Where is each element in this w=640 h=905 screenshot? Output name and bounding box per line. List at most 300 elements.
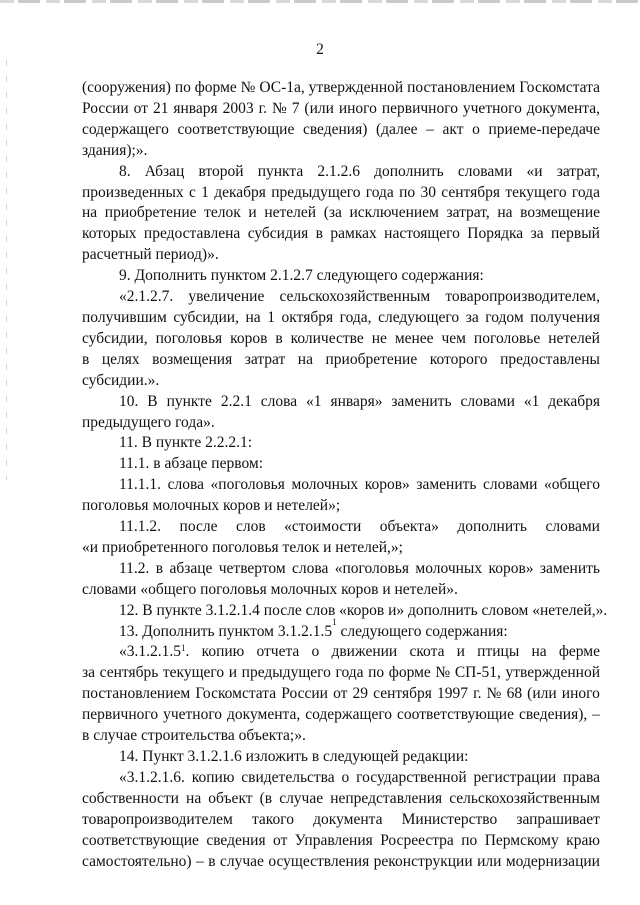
word — [298, 350, 313, 371]
text-run: 13. Дополнить пунктом 3.1.2.1.5 — [119, 622, 333, 640]
text-run: после — [179, 518, 218, 536]
word — [488, 559, 533, 580]
word — [82, 810, 233, 831]
word — [279, 789, 323, 810]
text-line — [82, 78, 600, 99]
text-run: сентябрь — [99, 664, 159, 682]
text-run: г. — [258, 99, 268, 117]
word — [102, 350, 140, 371]
text-run: документа, — [526, 99, 600, 117]
text-line — [82, 308, 600, 329]
text-run: России — [82, 99, 129, 117]
text-run: объекта» — [379, 518, 439, 536]
word — [520, 203, 600, 224]
word — [82, 203, 97, 224]
word — [333, 684, 347, 705]
word — [295, 831, 373, 852]
text-run: (за — [323, 204, 342, 222]
word — [208, 789, 252, 810]
word — [192, 768, 235, 789]
word — [463, 99, 522, 120]
text-line — [82, 601, 608, 622]
text-run: коров» — [488, 559, 534, 577]
word — [376, 120, 418, 141]
text-run: молочных — [415, 559, 483, 577]
word — [202, 642, 245, 663]
superscript: 1 — [332, 616, 337, 627]
text-run: Порядка — [467, 225, 524, 243]
word — [82, 329, 148, 350]
text-run: (или — [527, 685, 557, 703]
text-run: объект — [208, 789, 253, 807]
text-line — [82, 203, 600, 224]
word — [507, 684, 523, 705]
text-run: утвержденной — [308, 79, 404, 96]
word — [196, 852, 204, 873]
word — [220, 852, 264, 873]
scan-edge-top — [0, 0, 640, 3]
text-run: свидетельства — [241, 768, 335, 786]
word — [474, 329, 540, 350]
text-run: Госкомстата — [519, 79, 600, 96]
word — [416, 475, 476, 496]
word — [441, 183, 500, 204]
text-run: В — [147, 392, 158, 410]
text-run: года — [571, 183, 600, 201]
word — [461, 831, 477, 852]
text-line — [82, 642, 600, 663]
word — [548, 392, 600, 413]
text-run: заменить — [391, 392, 452, 410]
text-run: 1997 — [436, 685, 468, 703]
word — [335, 663, 363, 684]
word — [488, 120, 600, 141]
text-run: сентября — [373, 685, 432, 703]
word — [258, 162, 304, 183]
text-run: субсидия — [247, 225, 309, 243]
text-run: «3.1.2.1.5 — [119, 643, 181, 661]
text-run: скота — [409, 643, 445, 661]
word — [82, 538, 403, 559]
text-line — [82, 120, 600, 141]
word — [527, 99, 600, 120]
word — [291, 329, 364, 350]
word — [245, 350, 286, 371]
word — [442, 329, 466, 350]
text-run: № — [240, 79, 256, 96]
text-run: России — [281, 685, 328, 703]
text-run: о — [472, 120, 480, 138]
text-run: пункте — [166, 392, 212, 410]
text-run: сведения) — [302, 120, 368, 138]
word — [505, 183, 566, 204]
word — [152, 350, 232, 371]
text-run: г. — [473, 685, 482, 703]
word — [82, 350, 89, 371]
text-run: постановлением — [407, 79, 516, 96]
text-run: самостоятельно) — [82, 852, 192, 870]
text-run: целях — [101, 350, 140, 368]
word — [330, 224, 376, 245]
text-line — [82, 538, 600, 559]
text-run: текущего — [505, 183, 567, 201]
word — [545, 517, 599, 538]
text-run: «1 — [306, 392, 322, 410]
text-run: настоящего — [384, 225, 460, 243]
word — [82, 120, 169, 141]
text-run: дополнить — [457, 518, 527, 536]
text-run: и — [228, 664, 238, 682]
word — [227, 705, 300, 726]
text-run: «2.1.2.7. — [119, 288, 174, 306]
text-run: «и приобретенного поголовья телок и нетелей,»; — [82, 538, 403, 556]
scan-edge-left — [6, 60, 7, 480]
text-run: – — [196, 852, 204, 870]
word — [340, 308, 372, 329]
word — [519, 78, 600, 99]
text-run: приобретение — [104, 204, 197, 222]
word — [407, 78, 515, 99]
text-run: слов — [235, 518, 266, 536]
word — [153, 99, 169, 120]
word — [374, 162, 444, 183]
word — [282, 308, 334, 329]
word — [229, 663, 237, 684]
word — [506, 663, 601, 684]
word — [119, 454, 263, 475]
word — [119, 392, 138, 413]
text-run: форме — [388, 664, 431, 682]
word — [305, 705, 392, 726]
text-run: словами — [460, 392, 515, 410]
word — [82, 496, 340, 517]
word — [208, 852, 215, 873]
word — [524, 392, 540, 413]
text-run: иного — [561, 685, 600, 703]
text-run: «стоимости — [284, 518, 362, 536]
text-line — [82, 831, 600, 852]
word — [273, 831, 287, 852]
word — [304, 99, 334, 120]
word — [487, 684, 502, 705]
word — [563, 768, 600, 789]
text-run: 11. В пункте 2.2.2.1: — [119, 434, 253, 452]
text-run: государственной — [356, 768, 467, 786]
word — [292, 559, 328, 580]
text-run: января — [173, 99, 218, 117]
text-line — [82, 245, 600, 266]
word — [119, 517, 161, 538]
word — [82, 245, 219, 266]
text-line — [82, 684, 600, 705]
word — [275, 329, 282, 350]
text-run: коров» — [364, 476, 410, 494]
text-line — [82, 616, 600, 643]
text-run: на — [82, 204, 98, 222]
text-line — [82, 810, 600, 831]
text-run: 11.1. в абзаце первом: — [119, 455, 264, 473]
word — [402, 810, 498, 831]
text-run: Пермскому — [484, 831, 559, 849]
text-line — [82, 99, 600, 120]
word — [378, 308, 459, 329]
text-run: заменить — [539, 559, 600, 577]
text-run: исключением — [349, 204, 439, 222]
word — [339, 99, 377, 120]
text-run: № — [486, 685, 502, 703]
word — [261, 392, 297, 413]
word — [342, 768, 350, 789]
word — [167, 392, 212, 413]
word — [119, 266, 484, 287]
text-run: заменить — [416, 476, 477, 494]
text-run: первичного — [82, 706, 159, 724]
word — [409, 642, 444, 663]
superscript: 1 — [181, 643, 186, 654]
word — [474, 768, 557, 789]
text-run: . — [185, 643, 190, 661]
text-run: форме — [194, 79, 237, 96]
text-run: 1 — [267, 308, 275, 326]
text-run: следующего — [378, 308, 460, 326]
word — [163, 705, 222, 726]
word — [82, 852, 192, 873]
word — [292, 99, 300, 120]
text-run: 9. Дополнить пунктом 2.1.2.7 следующего содержания: — [119, 267, 484, 285]
word — [592, 705, 600, 726]
text-run: 2.2.1 — [220, 392, 252, 410]
text-line — [82, 371, 600, 392]
text-run: субсидии, — [173, 308, 239, 326]
text-run: предоставлена — [143, 225, 241, 243]
text-run: (в — [259, 789, 273, 807]
word — [291, 475, 358, 496]
text-run: приобретение — [325, 350, 418, 368]
word — [316, 224, 323, 245]
text-run: 2003 — [222, 99, 254, 117]
text-run: поголовья — [155, 329, 223, 347]
word — [144, 224, 240, 245]
text-run: предыдущего — [241, 664, 331, 682]
text-run: движении — [331, 643, 398, 661]
word — [281, 684, 328, 705]
text-run: затрат, — [446, 204, 490, 222]
text-run: птицы — [477, 643, 520, 661]
text-run: года, — [339, 308, 372, 326]
text-run: «поголовья — [210, 476, 285, 494]
word — [268, 852, 369, 873]
text-run: Госкомстата — [195, 685, 277, 703]
text-run: 7 — [291, 99, 300, 117]
text-run: № — [271, 99, 287, 117]
text-run: телок — [204, 204, 241, 222]
word — [313, 810, 382, 831]
word — [147, 392, 157, 413]
text-run: о — [341, 768, 350, 786]
page-number: 2 — [316, 41, 324, 58]
word — [527, 162, 543, 183]
text-run: года — [335, 664, 364, 682]
text-run: четвертом — [218, 559, 286, 577]
word — [473, 684, 481, 705]
text-run: сведения), — [518, 706, 588, 724]
text-run: менее — [394, 329, 434, 347]
word — [119, 601, 607, 622]
word — [82, 141, 147, 162]
text-run: копию — [201, 643, 245, 661]
word — [189, 183, 196, 204]
text-run: акт — [442, 120, 464, 138]
text-run: от — [133, 99, 148, 117]
text-run: реконструкции — [373, 852, 473, 870]
text-run: на — [245, 308, 261, 326]
text-run: (сооружения) — [82, 79, 171, 96]
text-run: пункта — [257, 162, 304, 180]
text-run: 11.1.1. — [119, 476, 162, 494]
word — [242, 663, 331, 684]
text-run: учетного — [163, 706, 223, 724]
text-run: сельскохозяйственным — [279, 288, 431, 306]
text-run: получившим — [82, 308, 167, 326]
text-run: товаропроизводителем — [82, 810, 233, 828]
text-run: года — [365, 183, 394, 201]
word — [497, 203, 512, 224]
word — [374, 852, 473, 873]
text-run: 21 — [152, 99, 169, 117]
text-run: документа — [313, 810, 383, 828]
text-run: здания);». — [82, 141, 148, 159]
text-run: расчетный период)». — [82, 246, 219, 264]
text-run: в случае строительства объекта;». — [82, 727, 306, 745]
word — [477, 642, 519, 663]
text-run: получения — [530, 308, 600, 326]
word — [562, 684, 600, 705]
text-run: сельскохозяйственным — [449, 789, 600, 807]
text-run: по — [399, 183, 416, 201]
text-line — [82, 852, 600, 873]
word — [223, 99, 254, 120]
text-line — [82, 726, 600, 747]
text-run: первичного — [381, 99, 458, 117]
text-run: 1 — [201, 183, 209, 201]
text-run: октября — [281, 308, 334, 326]
text-line — [82, 162, 600, 183]
word — [443, 120, 464, 141]
text-run: словами — [457, 162, 513, 180]
word — [236, 517, 266, 538]
text-run: соответствующие — [177, 120, 295, 138]
word — [211, 475, 285, 496]
word — [389, 663, 431, 684]
word — [466, 308, 479, 329]
text-run: содержащего — [305, 706, 393, 724]
text-run: копию — [191, 768, 235, 786]
word — [460, 392, 514, 413]
word — [455, 663, 501, 684]
word — [260, 789, 272, 810]
text-run: приеме-передаче — [488, 120, 600, 138]
word — [221, 392, 252, 413]
text-run: (далее — [376, 120, 418, 138]
text-run: такого — [251, 810, 295, 828]
text-run: утвержденной — [505, 664, 600, 682]
word — [100, 663, 159, 684]
word — [145, 162, 185, 183]
word — [119, 475, 161, 496]
word — [177, 120, 294, 141]
word — [259, 78, 304, 99]
word — [449, 789, 600, 810]
word — [82, 726, 306, 747]
word — [219, 559, 286, 580]
text-run: по — [461, 831, 478, 849]
word — [382, 99, 458, 120]
word — [306, 392, 322, 413]
text-run: сентября — [441, 183, 501, 201]
text-run: в — [315, 225, 323, 243]
text-run: предыдущего года». — [82, 413, 215, 431]
word — [82, 831, 199, 852]
text-line — [82, 266, 600, 287]
text-run: 10. — [119, 392, 139, 410]
text-run: и — [248, 204, 257, 222]
word — [330, 392, 382, 413]
word — [264, 203, 316, 224]
word — [372, 329, 387, 350]
word — [373, 684, 432, 705]
word — [119, 559, 149, 580]
text-run: соответствующие — [397, 706, 514, 724]
word — [435, 663, 450, 684]
text-run: предоставлены — [500, 350, 600, 368]
text-run: запрашивает — [516, 810, 600, 828]
word — [467, 224, 523, 245]
text-line — [82, 496, 600, 517]
text-run: «общего — [544, 476, 600, 494]
text-run: 11.1.2. — [119, 518, 162, 536]
word — [168, 475, 204, 496]
word — [188, 287, 264, 308]
word — [82, 371, 159, 392]
word — [186, 789, 201, 810]
text-run: поголовье — [473, 329, 541, 347]
word — [485, 831, 559, 852]
word — [309, 78, 404, 99]
text-line — [82, 141, 600, 162]
word — [279, 287, 430, 308]
text-run: рамках — [330, 225, 377, 243]
text-line — [82, 475, 600, 496]
word — [330, 789, 442, 810]
word — [180, 517, 218, 538]
text-run: следующего содержания: — [336, 622, 508, 640]
text-line — [82, 329, 600, 350]
word — [391, 392, 451, 413]
text-run: по — [368, 664, 385, 682]
text-run: возмещение — [520, 204, 600, 222]
word — [483, 475, 537, 496]
word — [82, 224, 137, 245]
text-run: Росреестра — [380, 831, 454, 849]
text-run: дополнить — [374, 162, 444, 180]
word — [457, 517, 527, 538]
text-run: нетелей — [264, 204, 317, 222]
text-run: краю — [566, 831, 600, 849]
word — [548, 329, 600, 350]
text-run: отчета — [256, 643, 300, 661]
word — [195, 684, 276, 705]
word — [303, 120, 367, 141]
